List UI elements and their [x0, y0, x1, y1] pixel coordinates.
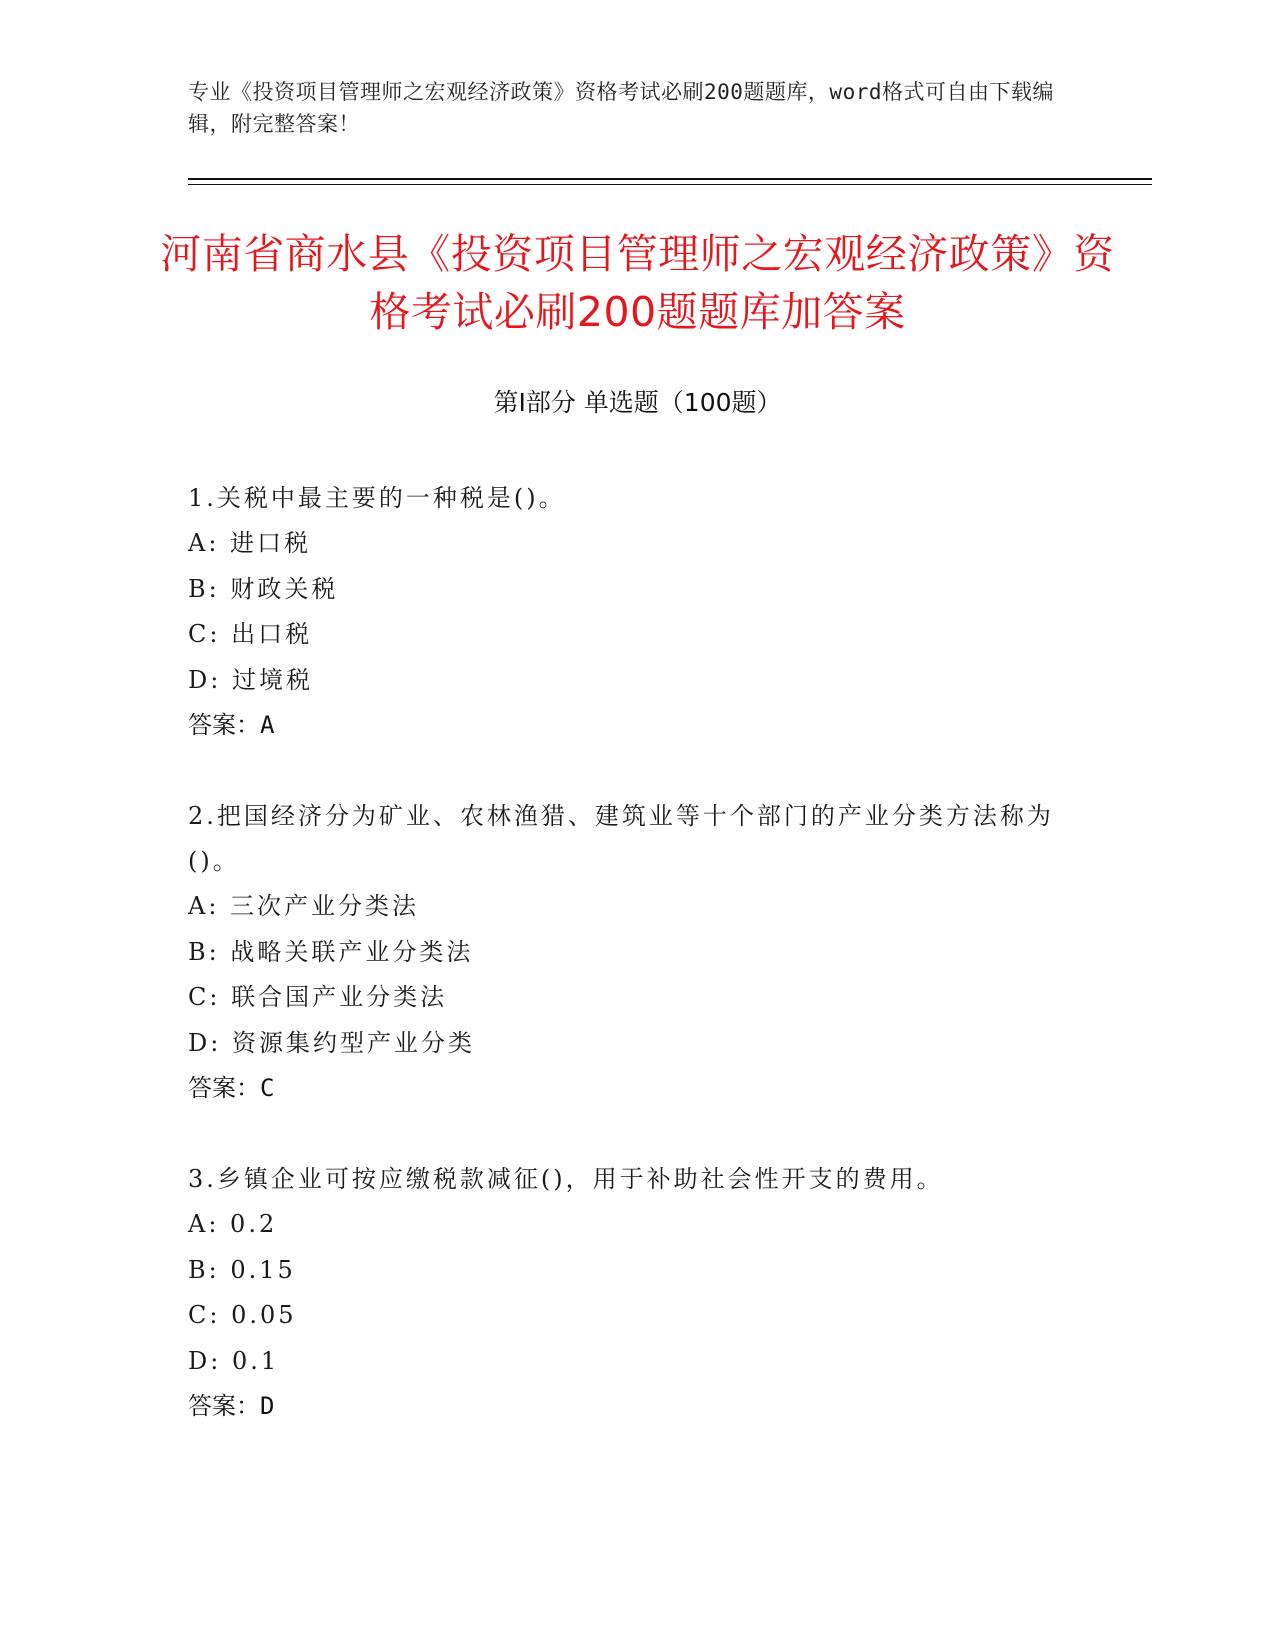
answer-label: 答案：: [188, 1074, 260, 1102]
option-c: C: 出口税: [188, 620, 313, 648]
answer-line: [188, 1066, 1068, 1111]
option-a: A: 0.2: [188, 1210, 278, 1238]
option-a: A: 三次产业分类法: [188, 892, 420, 920]
answer-label: 答案：: [188, 711, 260, 739]
section-title: 第Ⅰ部分 单选题（100题）: [493, 388, 782, 417]
option-d: D: 0.1: [188, 1346, 280, 1375]
option-b: B: 战略关联产业分类法: [188, 937, 474, 966]
answer-line: [188, 1384, 1068, 1429]
option-b: B: 0.15: [188, 1255, 296, 1284]
document-title: 河南省商水县《投资项目管理师之宏观经济政策》资格考试必刷200题题库加答案: [160, 230, 1115, 336]
option-c: C: 联合国产业分类法: [188, 983, 448, 1011]
question-text: 1.关税中最主要的一种税是()。: [188, 484, 566, 512]
answer-value: C: [260, 1074, 275, 1102]
option-b: B: 财政关税: [188, 574, 339, 603]
answer-value: D: [260, 1392, 275, 1420]
header-rule-thin: [188, 184, 1152, 185]
question-text: 2.把国经济分为矿业、农林渔猎、建筑业等十个部门的产业分类方法称为()。: [188, 802, 1054, 875]
answer-line: [188, 703, 1068, 748]
header-rule-thick: [188, 178, 1152, 180]
answer-value: A: [260, 711, 275, 739]
question-2: [188, 794, 1068, 1111]
option-d: D: 资源集约型产业分类: [188, 1028, 475, 1057]
option-a: A: 进口税: [188, 529, 312, 557]
answer-label: 答案：: [188, 1392, 260, 1420]
question-3: [188, 1157, 1068, 1429]
question-list: [188, 476, 1068, 1475]
header-note: 专业《投资项目管理师之宏观经济政策》资格考试必刷200题题库，word格式可自由下载编辑，附完整答案！: [188, 80, 1054, 136]
question-text: 3.乡镇企业可按应缴税款减征()，用于补助社会性开支的费用。: [188, 1165, 944, 1193]
option-d: D: 过境税: [188, 665, 313, 694]
question-1: [188, 476, 1068, 748]
option-c: C: 0.05: [188, 1301, 297, 1329]
